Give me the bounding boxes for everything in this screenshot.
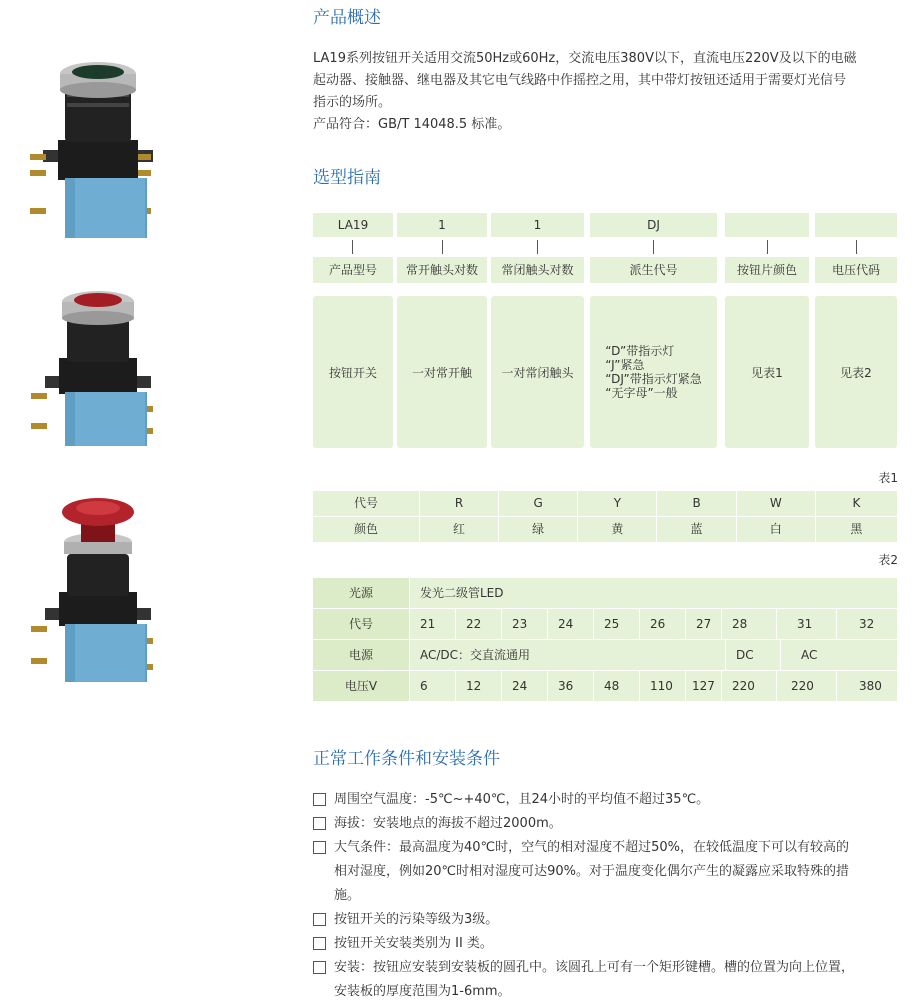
checkbox-icon (313, 937, 326, 950)
checkbox-icon (313, 793, 326, 806)
table-cell: 27 (686, 609, 722, 639)
table-cell: 127 (686, 671, 722, 701)
list-item (313, 932, 903, 956)
table-cell: 31 (777, 609, 837, 639)
table-row (313, 609, 897, 639)
table-cell: 22 (456, 609, 502, 639)
label-model: 产品型号 (313, 257, 393, 283)
checkbox-icon (313, 961, 326, 974)
table-cell: 24 (502, 671, 548, 701)
table-cell: 6 (410, 671, 456, 701)
label-color: 按钮片颜色 (725, 257, 809, 283)
list-item (313, 908, 903, 932)
desc-derive (590, 296, 717, 448)
color-table (313, 491, 897, 543)
code-voltage (815, 213, 897, 237)
condition-text (334, 956, 854, 1004)
label-nc-contacts: 常闭触头对数 (491, 257, 584, 283)
desc-no-contacts: 一对常开触 (397, 296, 487, 448)
condition-line: 安装板的厚度范围为1-6mm。 (334, 984, 511, 999)
derive-d: “D”带指示灯 (605, 344, 675, 358)
condition-text: 周围空气温度：-5℃~+40℃，且24小时的平均值不超过35℃。 (334, 792, 710, 807)
checkbox-icon (313, 817, 326, 830)
derive-dj: “DJ”带指示灯紧急 (605, 372, 702, 386)
guide-title: 选型指南 (313, 168, 381, 188)
connector-line (352, 240, 353, 254)
table-cell: G (499, 491, 578, 516)
desc-voltage: 见表2 (815, 296, 897, 448)
list-item (313, 836, 903, 908)
table-header-cell: 光源 (313, 578, 410, 608)
table-cell: 380 (859, 679, 882, 693)
table-cell: B (657, 491, 736, 516)
overview-line: 指示的场所。 (313, 95, 392, 110)
product-image-green-button (25, 58, 160, 246)
voltage-table (313, 578, 897, 702)
overview-standard: 产品符合：GB/T 14048.5 标准。 (313, 117, 511, 132)
table1-note: 表1 (878, 471, 898, 485)
code-color (725, 213, 809, 237)
table-cell: 12 (456, 671, 502, 701)
table-header-cell: 代号 (313, 609, 410, 639)
condition-line: 施。 (334, 888, 361, 903)
table-row (313, 640, 897, 670)
table-row (313, 578, 897, 608)
table-cell: 26 (640, 609, 686, 639)
derive-none: “无字母”一般 (605, 386, 678, 400)
overview-text (313, 48, 903, 136)
condition-text: 按钮开关的污染等级为3级。 (334, 912, 499, 927)
connector-line (856, 240, 857, 254)
checkbox-icon (313, 841, 326, 854)
table-cell: 黄 (578, 517, 657, 542)
table-cell: Y (578, 491, 657, 516)
overview-line: LA19系列按钮开关适用交流50Hz或60Hz，交流电压380V以下，直流电压220V及以下的电磁 (313, 51, 857, 66)
table-row (313, 517, 897, 542)
overview-title: 产品概述 (313, 8, 381, 28)
table-cell: 220 (777, 671, 837, 701)
table-row (313, 671, 897, 701)
table-cell: 白 (737, 517, 816, 542)
desc-color: 见表1 (725, 296, 809, 448)
table-cell: 蓝 (657, 517, 736, 542)
table-cell: 36 (548, 671, 594, 701)
overview-line: 起动器、接触器、继电器及其它电气线路中作摇控之用，其中带灯按钮还适用于需要灯光信号 (313, 73, 847, 88)
table-cell: R (420, 491, 499, 516)
product-image-red-lamp-button (25, 288, 160, 453)
list-item (313, 812, 903, 836)
desc-model: 按钮开关 (313, 296, 393, 448)
table-cell: W (737, 491, 816, 516)
condition-line: 安装：按钮应安装到安装板的圆孔中。该圆孔上可有一个矩形键槽。槽的位置为向上位置， (334, 960, 855, 975)
condition-text: 按钮开关安装类别为 II 类。 (334, 936, 493, 951)
table2-note: 表2 (878, 553, 898, 567)
conditions-title: 正常工作条件和安装条件 (313, 749, 500, 769)
table-cell: DC (726, 640, 781, 670)
connector-line (767, 240, 768, 254)
table-row (313, 491, 897, 516)
table-cell: 颜色 (313, 517, 420, 542)
conditions-list (313, 788, 903, 1004)
table-cell: 23 (502, 609, 548, 639)
table-cell: 发光二级管LED (420, 586, 504, 600)
list-item (313, 788, 903, 812)
table-cell: 21 (410, 609, 456, 639)
connector-line (537, 240, 538, 254)
table-header-cell: 电压V (313, 671, 410, 701)
table-cell: 24 (548, 609, 594, 639)
table-header-cell: 电源 (313, 640, 410, 670)
table-cell: 黑 (850, 522, 863, 536)
condition-line: 大气条件：最高温度为40℃时，空气的相对湿度不超过50%，在较低温度下可以有较高的 (334, 840, 850, 855)
checkbox-icon (313, 913, 326, 926)
table-cell: 220 (722, 671, 777, 701)
code-model: LA19 (313, 213, 393, 237)
derive-j: “J”紧急 (605, 358, 645, 372)
connector-line (653, 240, 654, 254)
label-voltage: 电压代码 (815, 257, 897, 283)
table-cell: 28 (722, 609, 777, 639)
table-cell: AC/DC：交直流通用 (410, 640, 726, 670)
desc-nc-contacts: 一对常闭触头 (491, 296, 584, 448)
table-cell: 32 (859, 617, 875, 631)
code-no-contacts: 1 (397, 213, 487, 237)
connector-line (442, 240, 443, 254)
code-nc-contacts: 1 (491, 213, 584, 237)
table-cell: 代号 (313, 491, 420, 516)
table-cell: 绿 (499, 517, 578, 542)
code-derive: DJ (590, 213, 717, 237)
condition-line: 相对湿度，例如20℃时相对湿度可达90%。对于温度变化偶尔产生的凝露应采取特殊的措 (334, 864, 850, 879)
condition-text (334, 836, 849, 908)
table-cell: 25 (594, 609, 640, 639)
condition-text: 海拔：安装地点的海拔不超过2000m。 (334, 816, 562, 831)
table-cell: AC (801, 648, 818, 662)
label-derive: 派生代号 (590, 257, 717, 283)
table-cell: K (852, 496, 861, 510)
product-image-mushroom-button (25, 498, 160, 688)
table-cell: 红 (420, 517, 499, 542)
table-cell: 110 (640, 671, 686, 701)
table-cell: 48 (594, 671, 640, 701)
list-item (313, 956, 903, 1004)
label-no-contacts: 常开触头对数 (397, 257, 487, 283)
